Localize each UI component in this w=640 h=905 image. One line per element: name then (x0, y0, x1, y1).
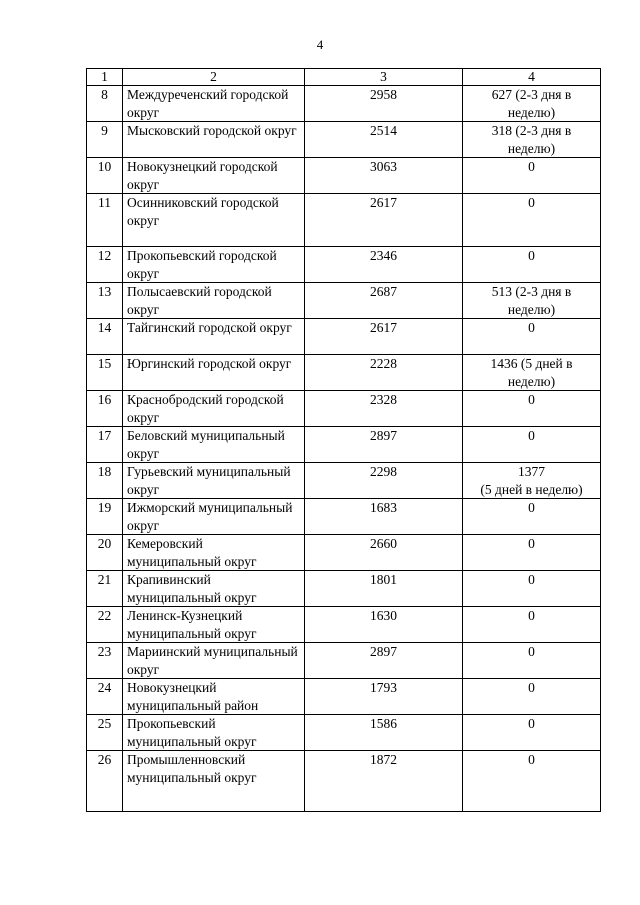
row-number: 18 (87, 463, 123, 499)
row-note: 0 (463, 535, 601, 571)
data-table (86, 68, 601, 812)
row-value: 2298 (305, 463, 463, 499)
municipality-name: Гурьевский муниципальный округ (123, 463, 305, 499)
municipality-name: Междуреченский городской округ (123, 86, 305, 122)
municipality-name: Прокопьевский муниципальный округ (123, 715, 305, 751)
row-value: 2328 (305, 391, 463, 427)
row-value: 2617 (305, 319, 463, 355)
table-row (87, 122, 601, 158)
header-row (87, 69, 601, 86)
municipality-name: Полысаевский городской округ (123, 283, 305, 319)
column-header: 1 (87, 69, 123, 86)
row-value: 1793 (305, 679, 463, 715)
table-row (87, 751, 601, 812)
row-number: 26 (87, 751, 123, 812)
row-note: 0 (463, 499, 601, 535)
page-number: 4 (316, 37, 324, 52)
table-row (87, 715, 601, 751)
row-note: 0 (463, 247, 601, 283)
row-note: 318 (2-3 дня в неделю) (463, 122, 601, 158)
table-row (87, 427, 601, 463)
municipality-name: Тайгинский городской округ (123, 319, 305, 355)
row-note: 513 (2-3 дня в неделю) (463, 283, 601, 319)
row-value: 2897 (305, 643, 463, 679)
row-value: 1683 (305, 499, 463, 535)
row-value: 2958 (305, 86, 463, 122)
row-value: 2514 (305, 122, 463, 158)
table-row (87, 535, 601, 571)
row-note: 0 (463, 194, 601, 247)
municipality-name: Промышленновский муниципальный округ (123, 751, 305, 812)
row-value: 3063 (305, 158, 463, 194)
row-number: 21 (87, 571, 123, 607)
table-row (87, 391, 601, 427)
row-value: 2228 (305, 355, 463, 391)
row-value: 1801 (305, 571, 463, 607)
row-number: 20 (87, 535, 123, 571)
municipality-name: Ленинск-Кузнецкий муниципальный округ (123, 607, 305, 643)
row-number: 25 (87, 715, 123, 751)
row-note: 0 (463, 751, 601, 812)
row-value: 1630 (305, 607, 463, 643)
row-note: 1436 (5 дней в неделю) (463, 355, 601, 391)
table-row (87, 194, 601, 247)
row-note: 0 (463, 643, 601, 679)
column-header: 4 (463, 69, 601, 86)
row-number: 22 (87, 607, 123, 643)
municipality-name: Ижморский муниципальный округ (123, 499, 305, 535)
table-row (87, 463, 601, 499)
row-number: 11 (87, 194, 123, 247)
municipality-name: Беловский муниципальный округ (123, 427, 305, 463)
row-note: 0 (463, 427, 601, 463)
row-number: 8 (87, 86, 123, 122)
row-note: 0 (463, 715, 601, 751)
table-row (87, 571, 601, 607)
row-number: 12 (87, 247, 123, 283)
row-number: 14 (87, 319, 123, 355)
table-row (87, 607, 601, 643)
row-value: 2687 (305, 283, 463, 319)
row-number: 13 (87, 283, 123, 319)
row-number: 16 (87, 391, 123, 427)
row-note: 0 (463, 158, 601, 194)
row-note: 627 (2-3 дня в неделю) (463, 86, 601, 122)
table-row (87, 86, 601, 122)
row-value: 2346 (305, 247, 463, 283)
table-row (87, 247, 601, 283)
row-number: 15 (87, 355, 123, 391)
row-number: 19 (87, 499, 123, 535)
table-row (87, 319, 601, 355)
table-row (87, 355, 601, 391)
row-number: 10 (87, 158, 123, 194)
municipality-name: Юргинский городской округ (123, 355, 305, 391)
municipality-name: Новокузнецкий городской округ (123, 158, 305, 194)
row-number: 24 (87, 679, 123, 715)
column-header: 3 (305, 69, 463, 86)
table-row (87, 283, 601, 319)
municipality-name: Краснобродский городской округ (123, 391, 305, 427)
row-note: 0 (463, 319, 601, 355)
row-note: 0 (463, 391, 601, 427)
column-header: 2 (123, 69, 305, 86)
row-value: 1586 (305, 715, 463, 751)
row-note: 0 (463, 679, 601, 715)
row-value: 2660 (305, 535, 463, 571)
table-row (87, 643, 601, 679)
row-note: 0 (463, 607, 601, 643)
row-value: 1872 (305, 751, 463, 812)
row-note: 0 (463, 571, 601, 607)
row-note: 1377 (5 дней в неделю) (463, 463, 601, 499)
municipality-name: Прокопьевский городской округ (123, 247, 305, 283)
row-number: 17 (87, 427, 123, 463)
row-value: 2617 (305, 194, 463, 247)
table-row (87, 499, 601, 535)
municipality-name: Осинниковский городской округ (123, 194, 305, 247)
row-value: 2897 (305, 427, 463, 463)
table-row (87, 679, 601, 715)
municipality-name: Мысковский городской округ (123, 122, 305, 158)
row-number: 9 (87, 122, 123, 158)
table-row (87, 158, 601, 194)
municipality-name: Крапивинский муниципальный округ (123, 571, 305, 607)
municipality-name: Кемеровский муниципальный округ (123, 535, 305, 571)
municipality-name: Новокузнецкий муниципальный район (123, 679, 305, 715)
row-number: 23 (87, 643, 123, 679)
municipality-name: Мариинский муниципальный округ (123, 643, 305, 679)
